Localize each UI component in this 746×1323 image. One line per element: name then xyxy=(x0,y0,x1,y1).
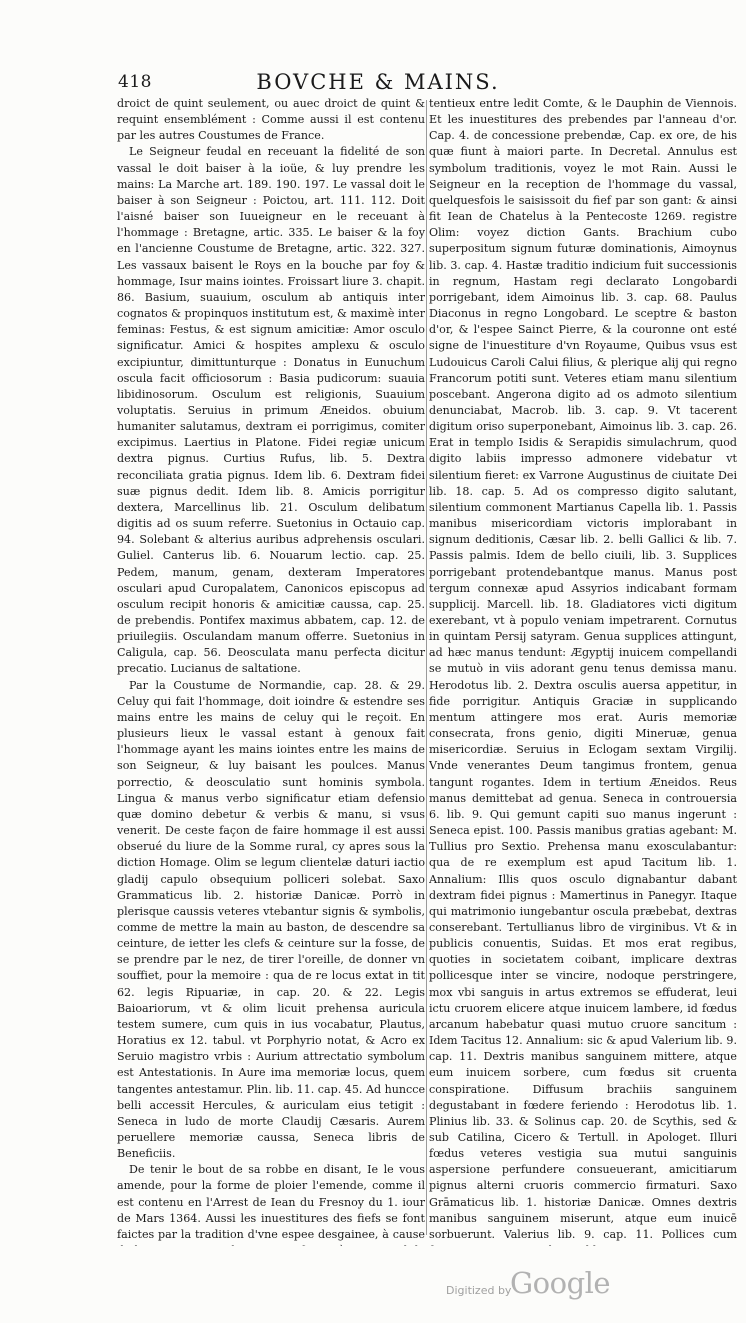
google-logo: Google xyxy=(510,1266,611,1300)
paragraph: Par la Coustume de Normandie, cap. 28. & 29. Celuy qui fait l'hommage, doit ioindre & estendre ses mains entre les mains de celuy qui le reçoit. En plusieurs lieux le vassal estant à genoux fait l'hommage ayant les mains iointes entre les mains de son Seigneur, & luy baisant les poulces. Manus porrectio, & deosculatio sunt hominis symbola. Lingua & manus verbo significatur etiam defensio quæ domino debetur & verbis & manu, si vsus venerit. De ceste façon de faire hommage il est aussi obserué du liure de la Somme rural, cy apres sous la diction Homage. Olim se legum clientelæ daturi iactio gladij capulo obsequium polliceri solebat. Saxo Grammaticus lib. 2. historiæ Danicæ. Porrò in plerisque caussis veteres vtebantur signis & symbolis, comme de mettre la main au baston, de descendre sa ceinture, de ietter les clefs & ceinture sur la fosse, de se prendre par le nez, de tirer l'oreille, de donner vn souffiet, pour la memoire : qua de re locus extat in tit 62. legis Ripuariæ, in cap. 20. & 22. Legis Baioariorum, vt & olim licuit prehensa auricula testem sumere, cum quis in ius vocabatur, Plautus, Horatius ex 12. tabul. vt Porphyrio notat, & Acro ex Seruio magistro vrbis : Aurium attrectatio symbolum est Antestationis. In Aure ima memoriæ locus, quem tangentes antestamur. Plin. lib. 11. cap. 45. Ad huncce belli accessit Hercules, & auriculam eius tetigit : Seneca in ludo de morte Claudij Cæsaris. Aurem peruellere memoriæ caussa, Seneca libris de Beneficiis. xyxy=(117,678,425,1161)
paragraph: tentieux entre ledit Comte, & le Dauphin de Viennois. Et les inuestitures des prebendes par l'anneau d'or. Cap. 4. de concessione prebendæ, Cap. ex ore, de his quæ fiunt à maiori parte. In Decretal. Annulus est symbolum traditionis, voyez le mot Rain. Aussi le Seigneur en la reception de l'hommage du vassal, quelquesfois le saisissoit du fief par son gant: & ainsi fit Iean de Chatelus à la Pentecoste 1269. registre Olim: voyez diction Gants. Brachium cubo superpositum signum futuræ dominationis, Aimoynus lib. 3. cap. 4. Hastæ traditio indicium fuit successionis in regnum, Hastam regi declarato Longobardi porrigebant, idem Aimoinus lib. 3. cap. 68. Paulus Diaconus in regno Longobard. Le sceptre & baston d'or, & l'espee Sainct Pierre, & la couronne ont esté signe de l'inuestiture d'vn Royaume, Quibus vsus est Ludouicus Caroli Calui filius, & plerique alij qui regno Francorum potiti sunt. Veteres etiam manu silentium poscebant. Angerona digito ad os admoto silentium denunciabat, Macrob. lib. 3. cap. 9. Vt tacerent digitum oriso superponebant, Aimoinus lib. 3. cap. 26. Erat in templo Isidis & Serapidis simulachrum, quod digito labiis impresso admonere videbatur vt silentium fieret: ex Varrone Augustinus de ciuitate Dei lib. 18. cap. 5. Ad os compresso digito salutant, silentium commonent Martianus Capella lib. 1. Passis manibus misericordiam victoris implorabant in signum deditionis, Cæsar lib. 2. belli Gallici & lib. 7. Passis palmis. Idem de bello ciuili, lib. 3. Supplices porrigebant protendebantque manus. Manus post tergum connexæ apud Assyrios indicabant formam supplicij. Marcell. lib. 18. Gladiatores victi digitum exerebant, vt à populo veniam impetrarent. Cornutus in quintam Persij satyram. Genua supplices attingunt, ad hæc manus tendunt: Ægyptij inuicem compellandi se mutuò in viis adorant genu tenus demissa manu. Herodotus lib. 2. Dextra osculis auersa appetitur, in fide porrigitur. Antiquis Graciæ in supplicando mentum attingere mos erat. Auris memoriæ consecrata, frons genio, digiti Mineruæ, genua misericordiæ. Seruius in Eclogam sextam Virgilij. Vnde venerantes Deum tangimus frontem, genua tangunt rogantes. Idem in tertium Æneidos. Reus manus demittebat ad genua. Seneca in controuersia 6. lib. 9. Qui gemunt capiti suo manus ingerunt : Seneca epist. 100. Passis manibus gratias agebant: M. Tullius pro Sextio. Prehensa manu exosculabantur: qua de re exemplum est apud Tacitum lib. 1. Annalium: Illis quos osculo dignabantur dabant dextram fidei pignus : Mamertinus in Panegyr. Itaque qui matrimonio iungebantur oscula præbebat, dextras conserebant. Tertullianus libro de virginibus. Vt & in publicis conuentis, Suidas. Et mos erat regibus, quoties in societatem coibant, implicare dextras pollicesque inter se vincire, nodoque perstringere, mox vbi sanguis in artus extremos se effuderat, leui ictu cruorem elicere atque inuicem lambere, id fœdus arcanum habebatur quasi mutuo cruore sancitum : Idem Tacitus 12. Annalium: sic & apud Valerium lib. 9. cap. 11. Dextris manibus sanguinem mittere, atque eum inuicem sorbere, cum fœdus sit cruenta conspiratione. Diffusum brachiis sanguinem degustabant in fœdere feriendo : Herodotus lib. 1. Plinius lib. 33. & Solinus cap. 20. de Scythis, sed & sub Catilina, Cicero & Tertull. in Apologet. Illuri fœdus veteres vestigia sua mutui sanguinis aspersione perfundere consueuerant, amicitiarum pignus alterni cruoris commercio firmaturi. Saxo Grāmaticus lib. 1. historiæ Danicæ. Omnes dextris manibus sanguinem miserunt, atque eum inuicē sorbuerunt. Valerius lib. 9. cap. 11. Pollices cum xyxy=(429,97,737,1241)
running-title: BOVCHE & MAINS. xyxy=(256,70,500,94)
right-text-column xyxy=(429,96,737,1246)
page-number: 418 xyxy=(118,72,152,92)
digitized-watermark xyxy=(446,1266,646,1304)
paragraph: droict de quint seulement, ou auec droict de quint & requint ensemblément : Comme aussi il est contenu par les autres Coustumes de France. xyxy=(117,97,425,143)
page-header xyxy=(118,70,638,96)
column-divider xyxy=(426,100,427,1235)
watermark-prefix: Digitized by xyxy=(446,1284,512,1297)
paragraph: De tenir le bout de sa robbe en disant, Ie le vous amende, pour la forme de ploier l'emende, comme il est contenu en l'Arrest de Iean du Fresnoy du 1. iour de Mars 1364. Aussi les inuestitures des fiefs se font faictes par la tradition d'vne espee desgainee, à cause xyxy=(117,1163,425,1241)
paragraph: Le Seigneur feudal en receuant la fidelité de son vassal le doit baiser à la ioüe, & luy prendre les mains: La Marche art. 189. 190. 197. Le vassal doit le baiser à son Seigneur : Poictou, art. 111. 112. Doit l'aisné baiser son Iuueigneur en le receuant à l'hommage : Bretagne, artic. 335. Le baiser & la foy en l'ancienne Coustume de Bretagne, artic. 322. 327. Les vassaux baisent le Roys en la bouche par foy & hommage, Isur mains iointes. Froissart liure 3. chapit. 86. Basium, suauium, osculum ab antiquis inter cognatos & propinquos institutum est, & maximè inter feminas: Festus, & est signum amicitiæ: Amor osculo significatur. Amici & hospites amplexu & osculo excipiuntur, dimittunturque : Donatus in Eunuchum oscula facit officiosorum : Basia pudicorum: suauia libidinosorum. Osculum est religionis, Suauium voluptatis. Seruius in primum Æneidos. obuium humaniter salutamus, dextram ei porrigimus, comiter excipimus. Laertius in Platone. Fidei regiæ unicum dextra pignus. Curtius Rufus, lib. 5. Dextra reconciliata gratia pignus. Idem lib. 6. Dextram fidei suæ pignus dedit. Idem lib. 8. Amicis porrigitur dextera, Marcellinus lib. 21. Osculum delibatum digitis ad os suum referre. Suetonius in Octauio cap. 94. Solebant & alterius auribus adprehensis osculari. Guliel. Canterus lib. 6. Nouarum lectio. cap. 25. Pedem, manum, genam, dexteram Imperatores osculari apud Curopalatem, Canonicos episcopus ad osculum recipit honoris & amicitiæ caussa, cap. 25. de prebendis. Pontifex maximus abbatem, cap. 12. de priuilegiis. Osculandam manum offerre. Suetonius in Caligula, cap. 56. Deosculata manu perfecta dicitur precatio. Lucianus de saltatione. xyxy=(117,145,425,676)
left-text-column xyxy=(117,96,425,1246)
